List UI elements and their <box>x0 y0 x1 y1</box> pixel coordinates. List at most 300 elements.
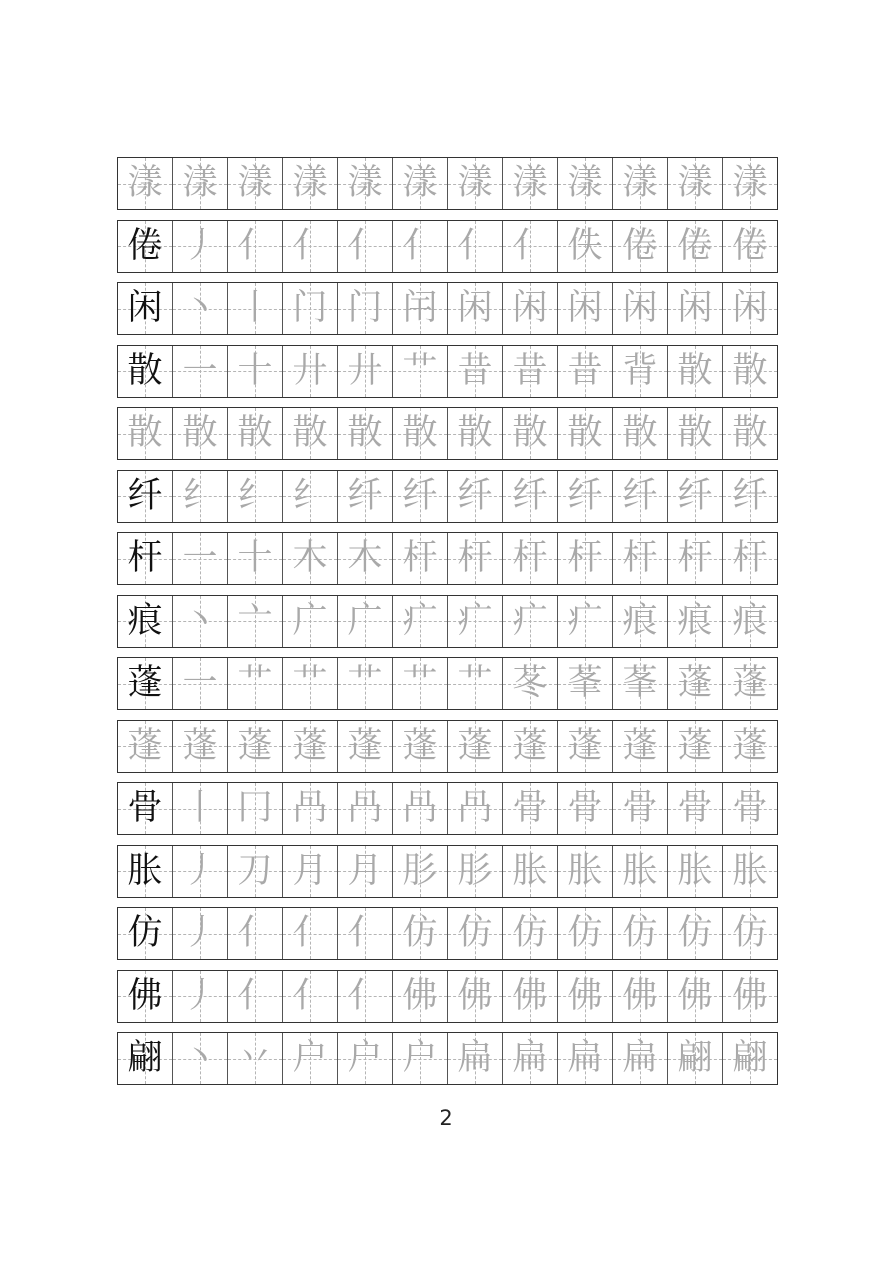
trace-character: 丶 <box>182 600 218 641</box>
practice-row <box>117 345 778 398</box>
model-character: 杆 <box>127 538 163 578</box>
grid-cell <box>613 346 668 397</box>
trace-character: 亻 <box>237 913 273 953</box>
grid-cell <box>393 346 448 397</box>
practice-row <box>117 970 778 1023</box>
grid-cell <box>558 346 613 397</box>
grid-cell <box>558 971 613 1022</box>
trace-character: 散 <box>127 413 163 453</box>
grid-cell <box>448 783 503 834</box>
trace-character: 门 <box>347 288 383 328</box>
grid-cell <box>173 971 228 1022</box>
grid-cell <box>558 658 613 709</box>
trace-character: 仿 <box>402 913 438 953</box>
grid-cell <box>613 596 668 647</box>
grid-cell <box>558 408 613 459</box>
grid-cell <box>558 533 613 584</box>
trace-character: 佛 <box>567 975 603 1016</box>
grid-cell <box>173 471 228 522</box>
grid-cell <box>723 596 777 647</box>
grid-cell <box>723 346 777 397</box>
trace-character: 丶 <box>182 1038 218 1078</box>
trace-character: 纟 <box>237 475 273 516</box>
grid-cell <box>668 596 723 647</box>
trace-character: 纤 <box>677 475 713 516</box>
trace-character: 散 <box>622 413 658 453</box>
grid-cell <box>173 596 228 647</box>
trace-character: 翩 <box>732 1038 768 1078</box>
trace-character: 广 <box>292 600 328 641</box>
grid-cell <box>338 783 393 834</box>
grid-cell <box>448 846 503 897</box>
trace-character: 散 <box>237 413 273 453</box>
grid-cell <box>118 221 173 272</box>
model-character: 佛 <box>127 975 163 1016</box>
trace-character: 蓬 <box>127 725 163 766</box>
trace-character: 倦 <box>732 225 768 266</box>
grid-cell <box>723 846 777 897</box>
trace-character: 纤 <box>732 475 768 516</box>
grid-cell <box>668 908 723 959</box>
grid-cell <box>283 283 338 334</box>
grid-cell <box>503 658 558 709</box>
model-character: 痕 <box>127 600 163 641</box>
grid-cell <box>228 408 283 459</box>
model-character: 骨 <box>127 788 163 828</box>
grid-cell <box>723 783 777 834</box>
trace-character: 扁 <box>512 1038 548 1078</box>
trace-character: 蓬 <box>732 663 768 703</box>
trace-character: 仿 <box>567 913 603 953</box>
grid-cell <box>558 158 613 209</box>
trace-character: 杆 <box>677 538 713 578</box>
grid-cell <box>668 971 723 1022</box>
grid-cell <box>668 783 723 834</box>
trace-character: 扁 <box>622 1038 658 1078</box>
grid-cell <box>338 971 393 1022</box>
grid-cell <box>283 658 338 709</box>
page-number: 2 <box>439 1106 453 1130</box>
practice-row <box>117 1032 778 1085</box>
trace-character: 艹 <box>457 663 493 703</box>
trace-character: 佛 <box>402 975 438 1016</box>
trace-character: 纤 <box>622 475 658 516</box>
grid-cell <box>668 721 723 772</box>
trace-character: 仿 <box>512 913 548 953</box>
grid-cell <box>118 783 173 834</box>
trace-character: 户 <box>347 1038 383 1078</box>
practice-row <box>117 720 778 773</box>
trace-character: 翩 <box>677 1038 713 1078</box>
trace-character: 纟 <box>292 475 328 516</box>
practice-grid <box>117 157 778 1085</box>
grid-cell <box>613 283 668 334</box>
grid-cell <box>173 1033 228 1084</box>
trace-character: 胀 <box>732 850 768 891</box>
trace-character: 仿 <box>732 913 768 953</box>
practice-row <box>117 157 778 210</box>
trace-character: 莑 <box>567 663 603 703</box>
grid-cell <box>118 283 173 334</box>
trace-character: 背 <box>622 350 658 391</box>
trace-character: 艹 <box>402 350 438 391</box>
grid-cell <box>283 971 338 1022</box>
grid-cell <box>613 658 668 709</box>
model-character: 胀 <box>127 850 163 891</box>
grid-cell <box>173 221 228 272</box>
trace-character: 刀 <box>237 850 273 891</box>
practice-row <box>117 845 778 898</box>
grid-cell <box>118 908 173 959</box>
trace-character: 亻 <box>292 225 328 266</box>
trace-character: 肜 <box>402 850 438 891</box>
grid-cell <box>613 783 668 834</box>
grid-cell <box>338 908 393 959</box>
trace-character: 仿 <box>622 913 658 953</box>
grid-cell <box>668 471 723 522</box>
grid-cell <box>118 846 173 897</box>
grid-cell <box>613 221 668 272</box>
trace-character: 户 <box>292 1038 328 1078</box>
grid-cell <box>338 658 393 709</box>
trace-character: 漾 <box>622 163 658 203</box>
trace-character: 仿 <box>457 913 493 953</box>
trace-character: 佛 <box>677 975 713 1016</box>
trace-character: 倦 <box>677 225 713 266</box>
trace-character: 闲 <box>677 288 713 328</box>
model-character: 纤 <box>127 475 163 516</box>
trace-character: 纤 <box>402 475 438 516</box>
trace-character: 昔 <box>512 350 548 391</box>
trace-character: 胀 <box>622 850 658 891</box>
grid-cell <box>283 1033 338 1084</box>
grid-cell <box>448 1033 503 1084</box>
grid-cell <box>558 908 613 959</box>
practice-row <box>117 595 778 648</box>
trace-character: 木 <box>347 538 383 578</box>
trace-character: 倦 <box>622 225 658 266</box>
grid-cell <box>393 971 448 1022</box>
trace-character: 佛 <box>732 975 768 1016</box>
grid-cell <box>558 783 613 834</box>
trace-character: 艹 <box>292 663 328 703</box>
grid-cell <box>503 596 558 647</box>
trace-character: 蓬 <box>677 663 713 703</box>
grid-cell <box>558 596 613 647</box>
grid-cell <box>228 283 283 334</box>
grid-cell <box>228 596 283 647</box>
grid-cell <box>503 533 558 584</box>
grid-cell <box>448 471 503 522</box>
trace-character: 廾 <box>292 350 328 391</box>
grid-cell <box>283 221 338 272</box>
trace-character: 闬 <box>402 288 438 328</box>
trace-character: 杆 <box>512 538 548 578</box>
trace-character: 杆 <box>457 538 493 578</box>
trace-character: 扁 <box>457 1038 493 1078</box>
trace-character: 佛 <box>512 975 548 1016</box>
trace-character: 蓬 <box>292 725 328 766</box>
grid-cell <box>118 158 173 209</box>
grid-cell <box>283 596 338 647</box>
grid-cell <box>723 908 777 959</box>
grid-cell <box>448 658 503 709</box>
trace-character: 纟 <box>182 475 218 516</box>
trace-character: 疒 <box>457 600 493 641</box>
grid-cell <box>173 346 228 397</box>
trace-character: 漾 <box>182 163 218 203</box>
trace-character: 冎 <box>292 788 328 828</box>
grid-cell <box>558 221 613 272</box>
grid-cell <box>118 721 173 772</box>
grid-cell <box>173 408 228 459</box>
trace-character: 散 <box>512 413 548 453</box>
grid-cell <box>118 533 173 584</box>
grid-cell <box>173 783 228 834</box>
grid-cell <box>228 783 283 834</box>
trace-character: 痕 <box>732 600 768 641</box>
grid-cell <box>503 1033 558 1084</box>
grid-cell <box>118 346 173 397</box>
trace-character: 漾 <box>347 163 383 203</box>
grid-cell <box>448 908 503 959</box>
grid-cell <box>228 1033 283 1084</box>
trace-character: 杆 <box>567 538 603 578</box>
grid-cell <box>503 783 558 834</box>
trace-character: 肜 <box>457 850 493 891</box>
trace-character: 丨 <box>182 788 218 828</box>
trace-character: 艹 <box>237 663 273 703</box>
trace-character: 蓬 <box>622 725 658 766</box>
grid-cell <box>668 408 723 459</box>
grid-cell <box>448 721 503 772</box>
trace-character: 痕 <box>622 600 658 641</box>
grid-cell <box>448 971 503 1022</box>
trace-character: 冎 <box>457 788 493 828</box>
trace-character: 散 <box>677 350 713 391</box>
trace-character: 纤 <box>567 475 603 516</box>
trace-character: 漾 <box>677 163 713 203</box>
grid-cell <box>393 908 448 959</box>
practice-row <box>117 470 778 523</box>
trace-character: 骨 <box>732 788 768 828</box>
grid-cell <box>228 658 283 709</box>
trace-character: 蓬 <box>732 725 768 766</box>
grid-cell <box>228 346 283 397</box>
trace-character: 莑 <box>622 663 658 703</box>
trace-character: 胀 <box>512 850 548 891</box>
trace-character: 蓬 <box>457 725 493 766</box>
grid-cell <box>723 221 777 272</box>
trace-character: 月 <box>292 850 328 891</box>
trace-character: 杆 <box>732 538 768 578</box>
model-character: 蓬 <box>127 663 163 703</box>
trace-character: 蓬 <box>347 725 383 766</box>
grid-cell <box>283 846 338 897</box>
trace-character: 骨 <box>677 788 713 828</box>
grid-cell <box>448 596 503 647</box>
grid-cell <box>668 221 723 272</box>
grid-cell <box>338 408 393 459</box>
grid-cell <box>228 471 283 522</box>
model-character: 翩 <box>127 1038 163 1078</box>
trace-character: 亻 <box>292 913 328 953</box>
trace-character: 艹 <box>402 663 438 703</box>
trace-character: 胀 <box>677 850 713 891</box>
grid-cell <box>283 471 338 522</box>
grid-cell <box>613 533 668 584</box>
grid-cell <box>283 908 338 959</box>
trace-character: 散 <box>677 413 713 453</box>
trace-character: 散 <box>182 413 218 453</box>
grid-cell <box>338 596 393 647</box>
grid-cell <box>723 658 777 709</box>
grid-cell <box>338 283 393 334</box>
grid-cell <box>503 721 558 772</box>
trace-character: 散 <box>292 413 328 453</box>
trace-character: 骨 <box>512 788 548 828</box>
practice-row <box>117 907 778 960</box>
practice-row <box>117 282 778 335</box>
trace-character: 月 <box>347 850 383 891</box>
grid-cell <box>448 221 503 272</box>
trace-character: 苳 <box>512 663 548 703</box>
grid-cell <box>173 283 228 334</box>
grid-cell <box>338 471 393 522</box>
grid-cell <box>173 158 228 209</box>
practice-row <box>117 220 778 273</box>
grid-cell <box>118 971 173 1022</box>
grid-cell <box>283 158 338 209</box>
grid-cell <box>228 158 283 209</box>
grid-cell <box>173 721 228 772</box>
trace-character: 昔 <box>457 350 493 391</box>
trace-character: 闲 <box>457 288 493 328</box>
trace-character: 蓬 <box>567 725 603 766</box>
grid-cell <box>668 283 723 334</box>
model-character: 闲 <box>127 288 163 328</box>
grid-cell <box>228 846 283 897</box>
grid-cell <box>668 346 723 397</box>
model-character: 倦 <box>127 225 163 266</box>
grid-cell <box>338 158 393 209</box>
trace-character: 胀 <box>567 850 603 891</box>
grid-cell <box>338 846 393 897</box>
grid-cell <box>338 721 393 772</box>
grid-cell <box>393 408 448 459</box>
trace-character: 丿 <box>182 913 218 953</box>
grid-cell <box>668 658 723 709</box>
grid-cell <box>173 533 228 584</box>
trace-character: 一 <box>182 350 218 391</box>
trace-character: 闲 <box>732 288 768 328</box>
trace-character: 疒 <box>402 600 438 641</box>
trace-character: 漾 <box>402 163 438 203</box>
grid-cell <box>668 846 723 897</box>
trace-character: 佛 <box>457 975 493 1016</box>
trace-character: 漾 <box>457 163 493 203</box>
grid-cell <box>613 721 668 772</box>
trace-character: 昔 <box>567 350 603 391</box>
trace-character: 疒 <box>512 600 548 641</box>
trace-character: 漾 <box>512 163 548 203</box>
trace-character: 漾 <box>732 163 768 203</box>
trace-character: 漾 <box>127 163 163 203</box>
trace-character: 丷 <box>237 1038 273 1078</box>
grid-cell <box>503 158 558 209</box>
grid-cell <box>228 971 283 1022</box>
grid-cell <box>173 908 228 959</box>
grid-cell <box>503 408 558 459</box>
grid-cell <box>613 408 668 459</box>
grid-cell <box>613 846 668 897</box>
grid-cell <box>283 346 338 397</box>
trace-character: 丿 <box>182 975 218 1016</box>
model-character: 仿 <box>127 913 163 953</box>
grid-cell <box>338 221 393 272</box>
grid-cell <box>668 1033 723 1084</box>
trace-character: 疒 <box>567 600 603 641</box>
trace-character: 亻 <box>512 225 548 266</box>
trace-character: 冎 <box>402 788 438 828</box>
grid-cell <box>338 346 393 397</box>
trace-character: 散 <box>732 413 768 453</box>
trace-character: 闲 <box>622 288 658 328</box>
grid-cell <box>118 596 173 647</box>
grid-cell <box>558 721 613 772</box>
grid-cell <box>228 533 283 584</box>
grid-cell <box>393 158 448 209</box>
trace-character: 痕 <box>677 600 713 641</box>
trace-character: 亻 <box>292 975 328 1016</box>
grid-cell <box>723 158 777 209</box>
trace-character: 纤 <box>457 475 493 516</box>
grid-cell <box>723 533 777 584</box>
trace-character: 散 <box>457 413 493 453</box>
trace-character: 扁 <box>567 1038 603 1078</box>
trace-character: 杆 <box>402 538 438 578</box>
trace-character: 闲 <box>512 288 548 328</box>
grid-cell <box>558 471 613 522</box>
trace-character: 艹 <box>347 663 383 703</box>
trace-character: 亻 <box>457 225 493 266</box>
trace-character: 佛 <box>622 975 658 1016</box>
practice-row <box>117 782 778 835</box>
trace-character: 亠 <box>237 600 273 641</box>
grid-cell <box>613 971 668 1022</box>
grid-cell <box>503 846 558 897</box>
grid-cell <box>723 408 777 459</box>
practice-row <box>117 532 778 585</box>
trace-character: 漾 <box>237 163 273 203</box>
grid-cell <box>173 846 228 897</box>
grid-cell <box>228 221 283 272</box>
grid-cell <box>393 533 448 584</box>
trace-character: 廾 <box>347 350 383 391</box>
practice-row <box>117 407 778 460</box>
grid-cell <box>338 1033 393 1084</box>
grid-cell <box>448 408 503 459</box>
grid-cell <box>613 471 668 522</box>
trace-character: 蓬 <box>512 725 548 766</box>
grid-cell <box>228 908 283 959</box>
grid-cell <box>393 221 448 272</box>
grid-cell <box>723 283 777 334</box>
grid-cell <box>448 533 503 584</box>
trace-character: 蓬 <box>237 725 273 766</box>
trace-character: 蓬 <box>402 725 438 766</box>
grid-cell <box>118 658 173 709</box>
